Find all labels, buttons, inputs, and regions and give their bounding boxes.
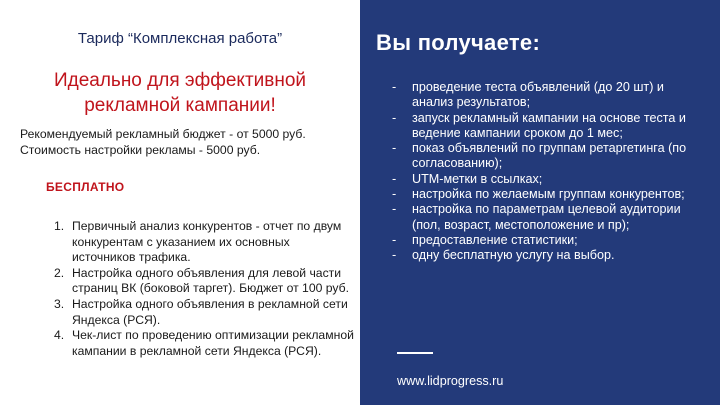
list-item-text: предоставление статистики; (412, 232, 578, 247)
list-item (392, 187, 707, 202)
list-item-text: Настройка одного объявления для левой части страниц ВК (боковой таргет). Бюджет от 100 руб. (72, 265, 350, 296)
list-item (54, 297, 354, 328)
free-label: БЕСПЛАТНО (46, 180, 125, 194)
budget-line-2: Стоимость настройки рекламы - 5000 руб. (20, 143, 261, 157)
dash-bullet: - (392, 110, 397, 125)
list-item (54, 328, 354, 359)
dash-bullet: - (392, 248, 397, 263)
list-item-text: настройка по параметрам целевой аудитории (пол, возраст, местоположение и пр); (412, 202, 681, 232)
headline (0, 68, 360, 118)
list-item-text: Настройка одного объявления в рекламной сети Яндекса (РСЯ). (72, 296, 348, 327)
list-item (392, 202, 707, 233)
dash-bullet: - (392, 171, 397, 186)
dash-bullet: - (392, 232, 397, 247)
list-item (392, 172, 707, 187)
budget-line-1: Рекомендуемый рекламный бюджет - от 5000 руб. (20, 127, 306, 141)
benefits-list (392, 80, 707, 264)
dash-bullet: - (392, 187, 397, 202)
list-item-number: 2. (54, 265, 65, 280)
dash-bullet: - (392, 80, 397, 94)
list-item-number: 4. (54, 328, 65, 343)
list-item (392, 80, 707, 111)
list-item (54, 266, 354, 297)
dash-bullet: - (392, 141, 397, 156)
headline-line-1: Идеально для эффективной (53, 70, 307, 91)
list-item-text: показ объявлений по группам ретаргетинга (по согласованию); (412, 141, 687, 171)
list-item (392, 111, 707, 142)
free-steps-list (54, 219, 354, 359)
divider (397, 352, 433, 354)
list-item (54, 219, 354, 266)
benefits-title: Вы получаете: (376, 30, 541, 55)
list-item-text: настройка по желаемым группам конкурентов; (412, 187, 685, 202)
list-item-text: Первичный анализ конкурентов - отчет по двум конкурентам с указанием их основных источников трафика. (72, 219, 342, 265)
list-item-number: 1. (54, 219, 65, 233)
list-item (392, 248, 707, 263)
list-item (392, 141, 707, 172)
budget-info (20, 126, 355, 158)
list-item-number: 3. (54, 296, 65, 311)
dash-bullet: - (392, 202, 397, 217)
tariff-title: Тариф “Комплексная работа” (77, 30, 283, 47)
list-item-text: UTM-метки в ссылках; (412, 171, 543, 186)
headline-line-2: рекламной кампании! (84, 95, 276, 116)
list-item-text: проведение теста объявлений (до 20 шт) и анализ результатов; (412, 80, 664, 110)
list-item (392, 233, 707, 248)
list-item-text: одну бесплатную услугу на выбор. (412, 248, 615, 263)
website-link[interactable]: www.lidprogress.ru (397, 374, 504, 388)
list-item-text: запуск рекламный кампании на основе теста и ведение кампании сроком до 1 мес; (412, 110, 686, 140)
list-item-text: Чек-лист по проведению оптимизации рекламной кампании в рекламной сети Яндекса (РСЯ). (72, 328, 354, 358)
